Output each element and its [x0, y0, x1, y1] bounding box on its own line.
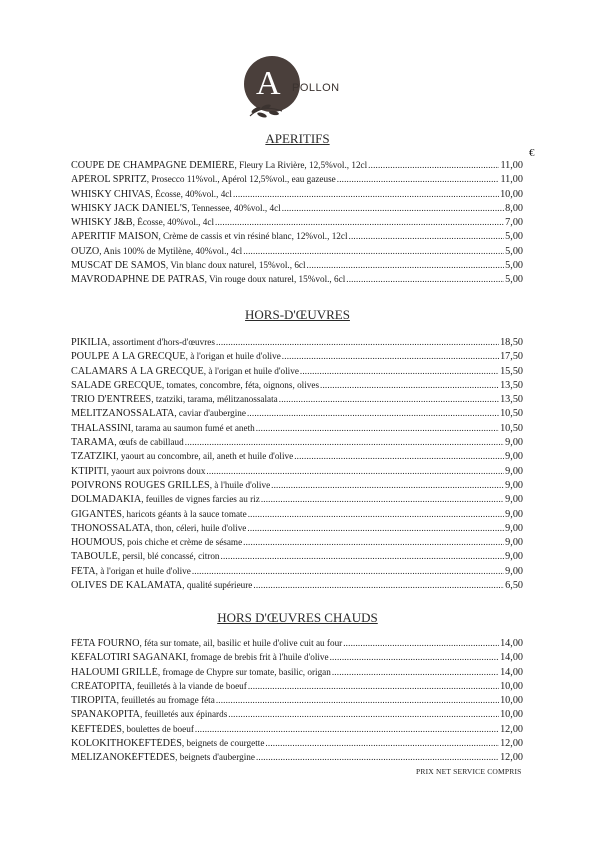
menu-item-description: , feuilletés au fromage féta: [116, 695, 215, 706]
menu-item-description: , yaourt au concombre, ail, aneth et huile d'olive: [116, 451, 294, 462]
menu-item: [71, 423, 523, 437]
menu-item: [71, 174, 523, 188]
menu-item-description: , persil, blé concassé, citron: [117, 551, 220, 562]
menu-item-name: CRÉATOPITA: [71, 680, 133, 692]
menu-item: [71, 537, 523, 551]
menu-item-description: , tarama au saumon fumé et aneth: [131, 422, 255, 433]
menu-item-name: MÉLIZANOKÉFTÉDÈS: [71, 752, 176, 764]
menu-item-description: , fromage de brebis frit à l'huile d'olive: [185, 652, 329, 663]
menu-item-description: , à l'huile d'olive: [209, 479, 271, 490]
menu-item-price: 13,50: [500, 379, 523, 391]
menu-item-name: TIROPITA: [71, 695, 117, 707]
menu-item-price: 10,50: [500, 422, 523, 434]
dot-leader: [233, 189, 499, 200]
menu-item-name: TABOULÉ: [71, 551, 118, 563]
menu-item: [71, 451, 523, 465]
menu-item: [71, 738, 523, 752]
menu-item: [71, 246, 523, 260]
dot-leader: [265, 738, 499, 749]
menu-item-price: 9,00: [505, 494, 523, 506]
menu-item: [71, 480, 523, 494]
menu-item-name: APERITIF MAISON: [71, 231, 159, 243]
menu-item-name: MUSCAT DE SAMOS: [71, 260, 166, 272]
dot-leader: [343, 638, 499, 649]
dot-leader: [228, 709, 499, 720]
dot-leader: [279, 394, 499, 405]
menu-item-name: THALASSINI: [71, 422, 131, 434]
menu-item-description: , Vin rouge doux naturel, 15%vol., 6cl: [204, 274, 346, 285]
menu-item-price: 14,00: [500, 652, 523, 664]
dot-leader: [248, 681, 499, 692]
dot-leader: [253, 580, 504, 591]
menu-item: [71, 380, 523, 394]
menu-item-description: , Tennessee, 40%vol., 4cl: [187, 202, 281, 213]
menu-item-description: , Écosse, 40%vol., 4cl: [150, 188, 232, 199]
menu-item-price: 9,00: [505, 565, 523, 577]
dot-leader: [216, 337, 499, 348]
menu-item-name: WHISKY J&B: [71, 217, 133, 229]
dot-leader: [243, 537, 504, 548]
menu-item: [71, 203, 523, 217]
menu-item-price: 10,50: [500, 408, 523, 420]
menu-item-price: 9,00: [505, 551, 523, 563]
section-title-hors-doeuvres: HORS-D'ŒUVRES: [245, 307, 350, 322]
menu-item: [71, 652, 523, 666]
menu-item-price: 12,00: [500, 738, 523, 750]
menu-item: [71, 337, 523, 351]
menu-item: [71, 351, 523, 365]
menu-item: [71, 274, 523, 288]
logo-brand-text: POLLON: [292, 82, 340, 94]
menu-item-description: , caviar d'aubergine: [174, 408, 246, 419]
dot-leader: [282, 203, 504, 214]
menu-item-price: 11,00: [500, 174, 523, 186]
menu-item: [71, 408, 523, 422]
menu-item: [71, 494, 523, 508]
section-title-hors-doeuvres-chauds: HORS D'ŒUVRES CHAUDS: [217, 610, 378, 625]
dot-leader: [185, 437, 504, 448]
menu-item: [71, 160, 523, 174]
menu-item-price: 6,50: [505, 580, 523, 592]
menu-item-name: KOLOKITHOKÉFTÉDÈS: [71, 738, 182, 750]
dot-leader: [332, 667, 499, 678]
menu-item: [71, 217, 523, 231]
menu-item-description: , feuilletés à la viande de boeuf: [132, 680, 247, 691]
menu-item-description: , Prosecco 11%vol., Apérol 12,5%vol., eau gazeuse: [146, 174, 336, 185]
menu-item-description: , beignets d'aubergine: [175, 752, 255, 763]
dot-leader: [271, 480, 504, 491]
dot-leader: [307, 260, 505, 271]
menu-item-name: KÉFTÉDÈS: [71, 723, 122, 735]
menu-item-description: , à l'origan et huile d'olive: [185, 351, 281, 362]
menu-item: [71, 709, 523, 723]
menu-item-price: 12,00: [500, 752, 523, 764]
menu-item-price: 5,00: [505, 274, 523, 286]
menu-item-description: , à l'origan et huile d'olive: [95, 565, 191, 576]
dot-leader: [247, 408, 499, 419]
dot-leader: [294, 451, 504, 462]
menu-item: [71, 667, 523, 681]
menu-item: [71, 695, 523, 709]
menu-item-price: 15,50: [500, 365, 523, 377]
dot-leader: [261, 494, 504, 505]
menu-item-description: , Crème de cassis et vin résiné blanc, 12%vol., 12cl: [158, 231, 348, 242]
menu-item-price: 9,00: [505, 522, 523, 534]
currency-symbol: €: [529, 147, 535, 159]
menu-item-name: FÉTA FOURNO: [71, 638, 140, 649]
menu-item-price: 8,00: [505, 202, 523, 214]
menu-item-name: PIKILIA: [71, 337, 108, 348]
dot-leader: [346, 274, 504, 285]
menu-item-description: , tomates, concombre, féta, oignons, olives: [161, 379, 320, 390]
section-title-aperitifs: APERITIFS: [265, 131, 330, 146]
menu-item-description: , feuilles de vignes farcies au riz: [141, 494, 260, 505]
dot-leader: [330, 652, 499, 663]
menu-item-price: 9,00: [505, 537, 523, 549]
menu-item: [71, 638, 523, 652]
menu-item: [71, 681, 523, 695]
menu-list-hors-doeuvres-chauds: [71, 638, 523, 767]
menu-item-price: 13,50: [500, 394, 523, 406]
menu-item: [71, 509, 523, 523]
dot-leader: [192, 566, 504, 577]
menu-item: [71, 466, 523, 480]
menu-item: [71, 551, 523, 565]
menu-item: [71, 523, 523, 537]
dot-leader: [368, 160, 499, 171]
menu-item-price: 9,00: [505, 437, 523, 449]
menu-item-name: OUZO: [71, 245, 100, 257]
menu-item: [71, 580, 523, 594]
dot-leader: [206, 466, 504, 477]
menu-item-description: , beignets de courgette: [181, 738, 265, 749]
menu-item-price: 14,00: [500, 666, 523, 678]
menu-item-description: , fromage de Chypre sur tomate, basilic, origan: [157, 666, 331, 677]
menu-item-price: 18,50: [500, 337, 523, 348]
menu-item-description: , pois chiche et crème de sésame: [122, 537, 243, 548]
menu-item-price: 7,00: [505, 217, 523, 229]
menu-item-name: OLIVES DE KALAMATA: [71, 580, 183, 592]
menu-item-name: GIGANTÈS: [71, 508, 122, 520]
menu-list-aperitifs: [71, 160, 523, 289]
menu-item: [71, 752, 523, 766]
menu-item: [71, 437, 523, 451]
menu-item-price: 10,00: [500, 680, 523, 692]
menu-item-price: 9,00: [505, 479, 523, 491]
menu-item: [71, 724, 523, 738]
menu-item-description: , Écosse, 40%vol., 4cl: [132, 217, 215, 228]
menu-item-price: 5,00: [505, 260, 523, 272]
menu-item-price: 14,00: [500, 638, 523, 649]
menu-item-price: 10,00: [500, 709, 523, 721]
menu-item-name: SALADE GRECQUE: [71, 379, 162, 391]
logo-letter: A: [256, 65, 281, 102]
menu-item-description: , tzatziki, tarama, mélitzanossalata: [151, 394, 278, 405]
menu-item-description: , qualité supérieure: [182, 580, 253, 591]
menu-item-description: , œufs de cabillaud: [114, 437, 184, 448]
apollon-logo: [242, 56, 362, 126]
menu-item-price: 10,00: [500, 695, 523, 707]
menu-item: [71, 566, 523, 580]
dot-leader: [300, 366, 499, 377]
menu-item-name: TZATZIKI: [71, 451, 117, 463]
menu-item: [71, 260, 523, 274]
menu-item-name: CALAMARS À LA GRECQUE: [71, 365, 204, 377]
dot-leader: [243, 246, 504, 257]
menu-item-description: , thon, céleri, huile d'olive: [150, 522, 247, 533]
menu-item-name: POULPE À LA GRECQUE: [71, 351, 186, 363]
menu-item: [71, 189, 523, 203]
menu-item-name: TRIO D'ENTRÉES: [71, 394, 152, 406]
dot-leader: [256, 752, 499, 763]
menu-item-name: DOLMADAKIA: [71, 494, 142, 506]
dot-leader: [337, 174, 500, 185]
menu-item-description: , à l'origan et huile d'olive: [203, 365, 299, 376]
menu-item-name: COUPE DE CHAMPAGNE DEMIÈRE: [71, 160, 235, 171]
menu-item-price: 5,00: [505, 231, 523, 243]
menu-list-hors-doeuvres: [71, 337, 523, 594]
menu-item-name: POIVRONS ROUGES GRILLÉS: [71, 479, 210, 491]
menu-item-price: 12,00: [500, 723, 523, 735]
menu-item: [71, 394, 523, 408]
menu-item-price: 9,00: [505, 508, 523, 520]
menu-item-price: 11,00: [500, 160, 523, 171]
menu-item-description: , haricots géants à la sauce tomate: [121, 508, 247, 519]
dot-leader: [282, 351, 499, 362]
menu-item-name: HALOUMI GRILLÉ: [71, 666, 158, 678]
menu-item-name: MÉLITZANOSSALATA: [71, 408, 175, 420]
menu-item-price: 5,00: [505, 245, 523, 257]
menu-item-name: KÉFALOTIRI SAGANAKI: [71, 652, 186, 664]
dot-leader: [256, 423, 499, 434]
dot-leader: [195, 724, 499, 735]
menu-item-name: MAVRODAPHNE DE PATRAS: [71, 274, 205, 286]
menu-item-name: WHISKY JACK DANIEL'S: [71, 202, 188, 214]
menu-item: [71, 231, 523, 245]
dot-leader: [349, 231, 505, 242]
menu-item-name: KTIPITI: [71, 465, 107, 477]
menu-item-name: THONOSSALATA: [71, 522, 151, 534]
menu-item-description: , Anis 100% de Mytilène, 40%vol., 4cl: [99, 245, 243, 256]
dot-leader: [221, 551, 505, 562]
dot-leader: [216, 695, 499, 706]
menu-item-description: , Vin blanc doux naturel, 15%vol., 6cl: [165, 260, 306, 271]
dot-leader: [215, 217, 504, 228]
dot-leader: [248, 509, 504, 520]
menu-item-description: , assortiment d'hors-d'œuvres: [107, 337, 215, 347]
dot-leader: [320, 380, 499, 391]
menu-item-description: , boulettes de boeuf: [121, 723, 194, 734]
dot-leader: [247, 523, 504, 534]
menu-item-name: HOUMOUS: [71, 537, 123, 549]
menu-item-description: , féta sur tomate, ail, basilic et huile d'olive cuit au four: [139, 638, 343, 648]
menu-item-price: 9,00: [505, 465, 523, 477]
menu-item-price: 10,00: [500, 188, 523, 200]
menu-item-name: APÉROL SPRITZ: [71, 174, 147, 186]
menu-item-description: , feuilletés aux épinards: [140, 709, 228, 720]
menu-item-price: 9,00: [505, 451, 523, 463]
menu-item-description: , yaourt aux poivrons doux: [106, 465, 206, 476]
menu-item-name: SPANAKOPITA: [71, 709, 141, 721]
menu-item: [71, 366, 523, 380]
menu-item-price: 17,50: [500, 351, 523, 363]
menu-item-name: TARAMA: [71, 437, 115, 449]
menu-item-name: WHISKY CHIVAS: [71, 188, 151, 200]
menu-item-name: FÉTA: [71, 565, 96, 577]
menu-item-description: , Fleury La Rivière, 12,5%vol., 12cl: [234, 160, 368, 170]
footer-note: PRIX NET SERVICE COMPRIS: [416, 767, 522, 776]
